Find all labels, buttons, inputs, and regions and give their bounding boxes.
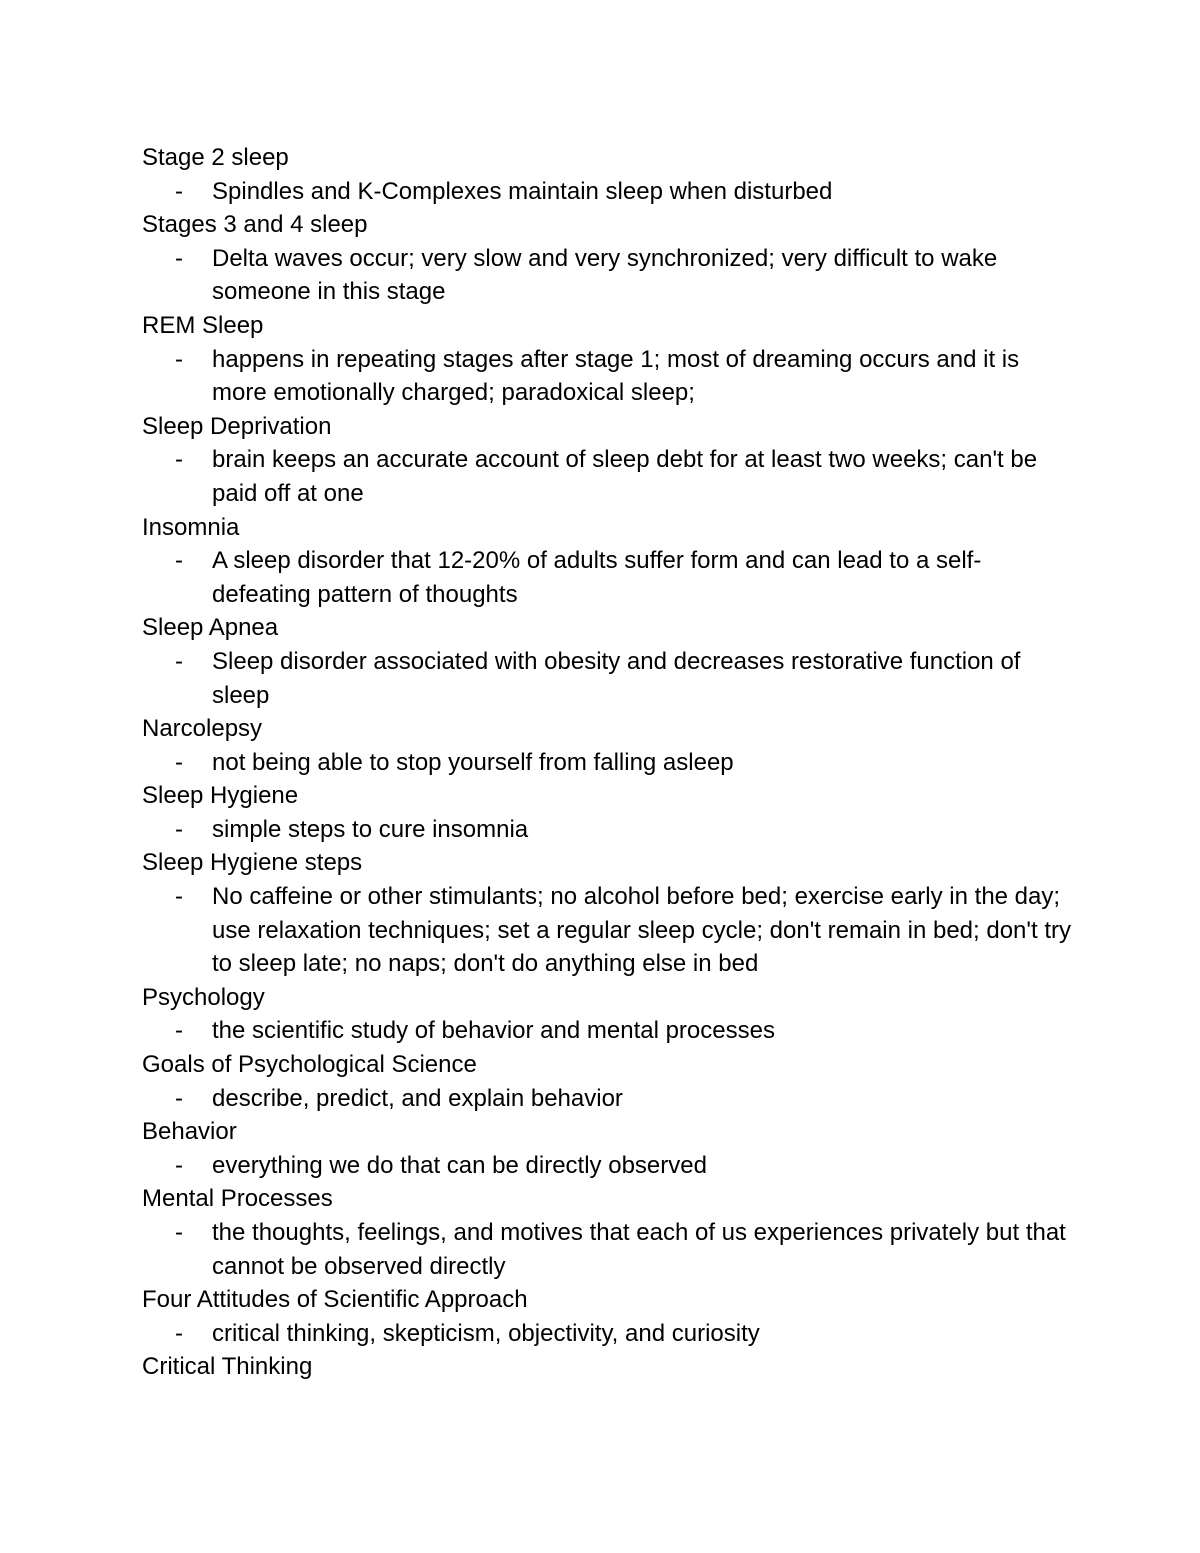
definition-text: Delta waves occur; very slow and very synchronized; very difficult to wake someone in this stage bbox=[212, 244, 998, 306]
note-term: Sleep Apnea bbox=[142, 614, 279, 642]
note-term: Narcolepsy bbox=[142, 715, 263, 743]
note-term: Psychology bbox=[142, 983, 265, 1011]
note-term: Stages 3 and 4 sleep bbox=[142, 211, 368, 239]
note-term: Stage 2 sleep bbox=[142, 144, 289, 171]
note-term: Sleep Deprivation bbox=[142, 412, 332, 440]
bullet-dash: - bbox=[175, 883, 183, 911]
definition-text: everything we do that can be directly observed bbox=[212, 1151, 707, 1179]
note-term: Sleep Hygiene bbox=[142, 782, 299, 810]
note-term: Critical Thinking bbox=[142, 1353, 313, 1381]
note-definition bbox=[142, 1149, 1072, 1183]
note-definition bbox=[142, 880, 1072, 981]
note-definition bbox=[142, 1014, 1072, 1048]
note-term: Goals of Psychological Science bbox=[142, 1051, 477, 1079]
note-definition bbox=[142, 343, 1072, 410]
note-definition bbox=[142, 746, 1072, 780]
definition-text: brain keeps an accurate account of sleep debt for at least two weeks; can't be paid off at one bbox=[212, 446, 1038, 507]
definition-text: happens in repeating stages after stage 1; most of dreaming occurs and it is more emotionally charged; paradoxical sleep; bbox=[212, 345, 1020, 407]
definition-text: describe, predict, and explain behavior bbox=[212, 1084, 623, 1112]
notes-list bbox=[142, 141, 1072, 1384]
note-definition bbox=[142, 1216, 1072, 1283]
note-term: Mental Processes bbox=[142, 1185, 333, 1213]
bullet-dash: - bbox=[175, 1084, 183, 1112]
note-definition bbox=[142, 1082, 1072, 1116]
definition-text: critical thinking, skepticism, objectivity, and curiosity bbox=[212, 1319, 760, 1347]
definition-text: the thoughts, feelings, and motives that each of us experiences privately but that cannot be observed directly bbox=[212, 1219, 1066, 1280]
note-definition bbox=[142, 813, 1072, 847]
note-term: Behavior bbox=[142, 1118, 237, 1146]
bullet-dash: - bbox=[175, 177, 183, 205]
definition-text: No caffeine or other stimulants; no alcohol before bed; exercise early in the day; use relaxation techniques; set a regular sleep cycle; don't remain in bed; don't try to sleep late; no naps; don't do anything else in bed bbox=[212, 883, 1071, 978]
note-term: Four Attitudes of Scientific Approach bbox=[142, 1286, 528, 1314]
bullet-dash: - bbox=[175, 345, 183, 373]
definition-text: Sleep disorder associated with obesity and decreases restorative function of sleep bbox=[212, 647, 1021, 709]
definition-text: not being able to stop yourself from falling asleep bbox=[212, 748, 734, 776]
bullet-dash: - bbox=[175, 1151, 183, 1179]
definition-text: the scientific study of behavior and mental processes bbox=[212, 1017, 775, 1045]
note-definition bbox=[142, 443, 1072, 510]
note-definition bbox=[142, 175, 1072, 209]
note-definition bbox=[142, 242, 1072, 309]
bullet-dash: - bbox=[175, 815, 183, 843]
notes-page bbox=[142, 141, 1072, 1384]
definition-text: simple steps to cure insomnia bbox=[212, 815, 529, 843]
bullet-dash: - bbox=[175, 547, 183, 575]
definition-text: A sleep disorder that 12-20% of adults suffer form and can lead to a self-defeating pattern of thoughts bbox=[212, 547, 982, 608]
note-definition bbox=[142, 544, 1072, 611]
note-term: REM Sleep bbox=[142, 311, 264, 339]
definition-text: Spindles and K-Complexes maintain sleep when disturbed bbox=[212, 177, 833, 205]
bullet-dash: - bbox=[175, 244, 183, 272]
note-term: Sleep Hygiene steps bbox=[142, 849, 363, 877]
bullet-dash: - bbox=[175, 446, 183, 474]
note-term: Insomnia bbox=[142, 513, 240, 541]
bullet-dash: - bbox=[175, 748, 183, 776]
note-definition bbox=[142, 1317, 1072, 1351]
bullet-dash: - bbox=[175, 647, 183, 675]
bullet-dash: - bbox=[175, 1319, 183, 1347]
bullet-dash: - bbox=[175, 1219, 183, 1246]
note-definition bbox=[142, 645, 1072, 712]
bullet-dash: - bbox=[175, 1017, 183, 1045]
